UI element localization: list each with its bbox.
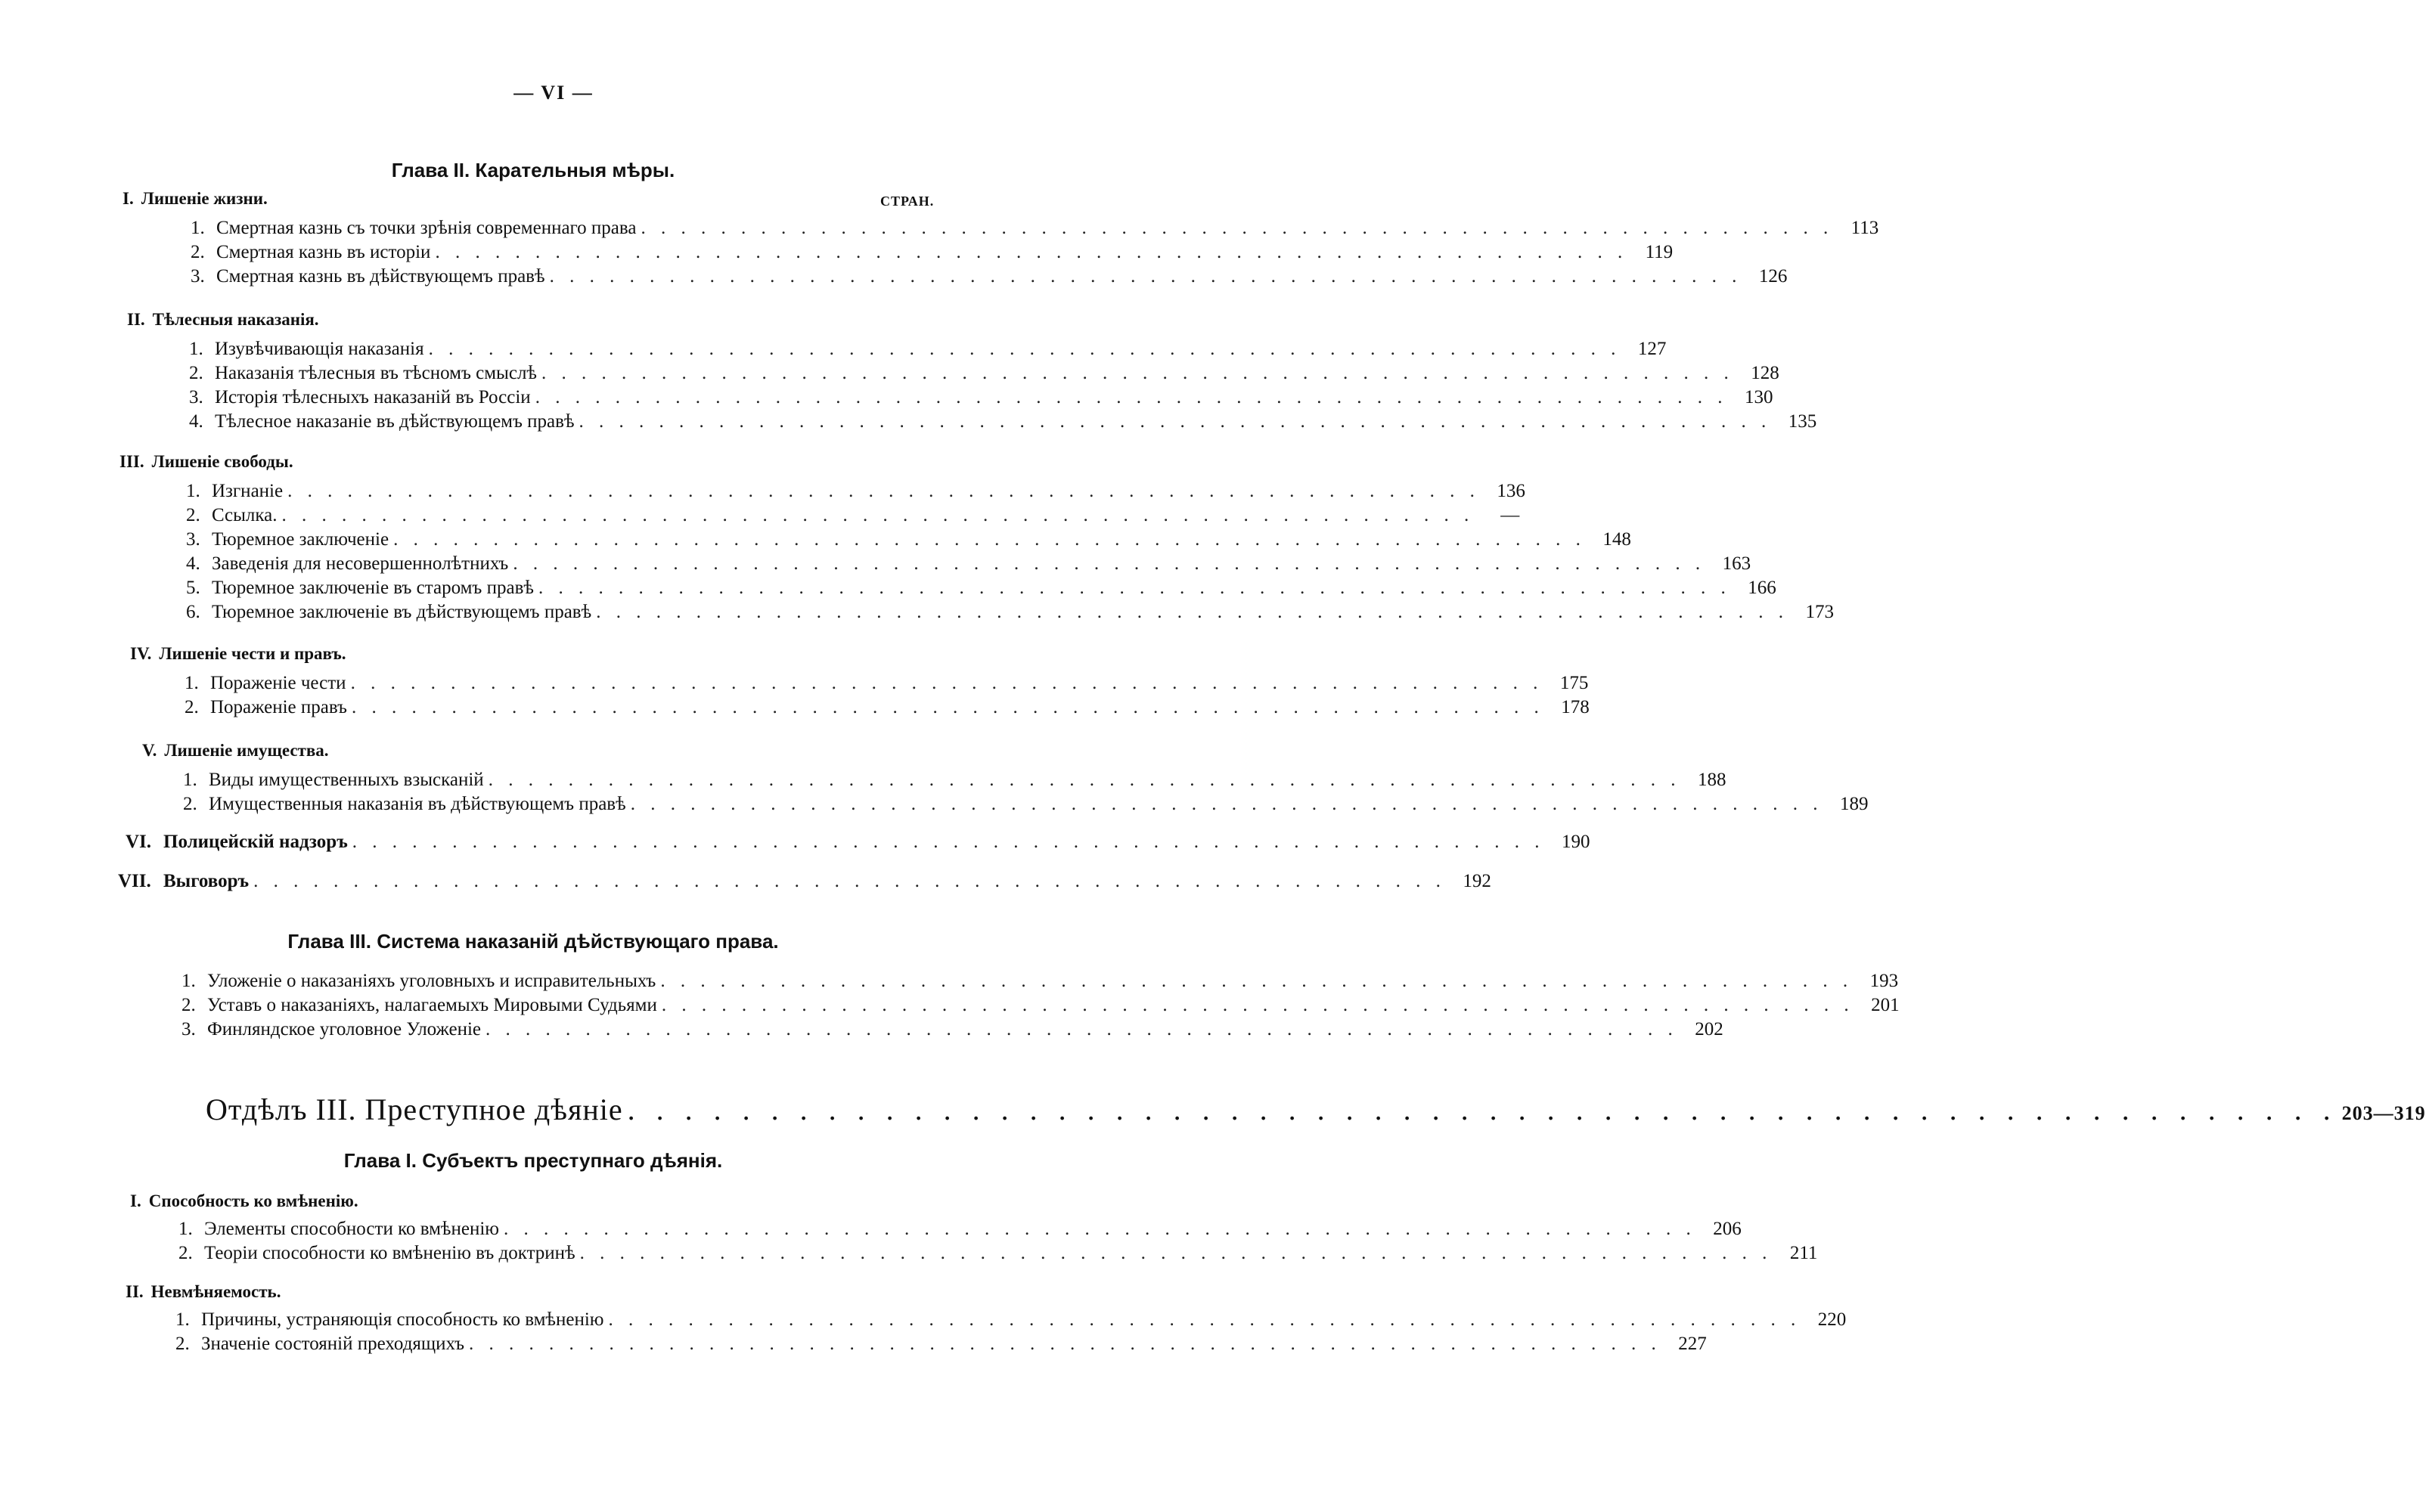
entry-title: Тюремное заключеніе въ дѣйствующемъ правѣ [212, 602, 592, 622]
part-pages: 203—319 [2341, 1102, 2426, 1124]
entry-title: Смертная казнь въ исторіи [216, 242, 431, 262]
toc-entry [183, 768, 1726, 792]
section-number: I. [123, 189, 134, 208]
entry-number: 2. [189, 363, 203, 383]
entry-title: Выговоръ [163, 871, 250, 891]
entry-title: Смертная казнь съ точки зрѣнія современнаго права [216, 218, 637, 238]
entry-page: 148 [1602, 529, 1631, 550]
entry-page: 136 [1497, 481, 1525, 501]
part-title: Отдѣлъ III. Преступное дѣяніе [206, 1092, 623, 1126]
toc-entry [189, 337, 1667, 361]
entry-number: 3. [181, 1019, 196, 1040]
toc-group [175, 1308, 1847, 1356]
dot-leader: . . . . . . . . . . . . . . . . . . . . . . . . . . . . . . . . . . . . . . . . . . . . . . . . . . . . . . . . . . . . [641, 218, 1834, 238]
entry-number: 2. [178, 1243, 193, 1263]
entry-page: 175 [1559, 673, 1589, 693]
dot-leader: . . . . . . . . . . . . . . . . . . . . . . . . . . . . . . . . . . . . . . . . . . . . . . . . . . . . . . . . . . . . [538, 578, 1731, 598]
section-title: Способность ко вмѣненію. [148, 1191, 358, 1210]
entry-page: 113 [1851, 218, 1879, 238]
toc-entry [181, 969, 1899, 993]
entry-number: 1. [185, 673, 199, 693]
entry-page: 127 [1637, 339, 1667, 359]
entry-number: 3. [186, 529, 200, 550]
toc-group [178, 1217, 1818, 1266]
entry-page: 188 [1697, 770, 1726, 790]
toc-group [126, 830, 1590, 854]
dot-leader: . . . . . . . . . . . . . . . . . . . . . . . . . . . . . . . . . . . . . . . . . . . . . . . . . . . . . . . . . . . . [351, 697, 1544, 717]
section-title: Лишеніе чести и правъ. [159, 644, 346, 663]
entry-number: 1. [175, 1309, 190, 1330]
entry-title: Причины, устраняющія способность ко вмѣненію [201, 1309, 604, 1330]
entry-number: VI. [126, 832, 152, 852]
entry-title: Наказанія тѣлесныя въ тѣсномъ смыслѣ [215, 363, 537, 383]
section-number: III. [119, 452, 144, 471]
section-number: I. [130, 1191, 141, 1210]
entry-title: Имущественныя наказанія въ дѣйствующемъ правѣ [209, 794, 626, 814]
dot-leader: . . . . . . . . . . . . . . . . . . . . . . . . . . . . . . . . . . . . . . . . . . . . . . . . . . . . . . . . . . . . [488, 770, 1681, 790]
toc-entry [178, 1241, 1818, 1266]
dot-leader: . . . . . . . . . . . . . . . . . . . . . . . . . . . . . . . . . . . . . . . . . . . . . . . . . . . . . . . . . . . . [253, 871, 1446, 891]
part-heading [206, 1092, 2426, 1127]
chapter-title: Глава II. Карательныя мѣры. [391, 159, 675, 181]
section-heading [130, 1191, 358, 1211]
dot-leader: . . . . . . . . . . . . . . . . . . . . . . . . . . . . . . . . . . . . . . . . . . . . . . . . . . . . . . . . . . . . [549, 266, 1742, 287]
entry-title: Пораженіе правъ [210, 697, 347, 717]
entry-number: 6. [186, 602, 200, 622]
toc-group [189, 337, 1817, 434]
entry-number: 1. [191, 218, 205, 238]
dot-leader: . . . . . . . . . . . . . . . . . . . . . . . . . . . . . . . . . . . . . . . . . . . . . . . . . . . . . . . . . . . . [541, 363, 1734, 383]
entry-title: Элементы способности ко вмѣненію [204, 1219, 499, 1239]
section-title: Лишеніе имущества. [164, 741, 329, 760]
toc-group [185, 671, 1590, 720]
section-title: Тѣлесныя наказанія. [152, 310, 319, 329]
entry-title: Ссылка. [212, 505, 278, 525]
toc-entry [186, 600, 1834, 624]
entry-page: 163 [1722, 553, 1751, 574]
toc-entry [118, 869, 1491, 894]
toc-entry [183, 792, 1869, 816]
entry-number: 5. [186, 578, 200, 598]
entry-number: 1. [183, 770, 197, 790]
entry-title: Полицейскій надзоръ [163, 832, 348, 852]
entry-title: Финляндское уголовное Уложеніе [207, 1019, 482, 1040]
entry-number: 2. [183, 794, 197, 814]
toc-entry [191, 216, 1879, 240]
dot-leader: . . . . . . . . . . . . . . . . . . . . . . . . . . . . . . . . . . . . . . . . . . . . . . . . . . . . . . . . . . . . [630, 794, 1823, 814]
toc-entry [186, 552, 1751, 576]
entry-page: 211 [1789, 1243, 1818, 1263]
entry-title: Исторія тѣлесныхъ наказаній въ Россіи [215, 387, 531, 407]
dot-leader: . . . . . . . . . . . . . . . . . . . . . . . . . . . . . . . . . . . . . . . . . . . . . . . . . . . . . . . . . . . . [352, 832, 1545, 852]
toc-entry [181, 1018, 1723, 1042]
entry-page: 201 [1871, 995, 1900, 1015]
toc-entry [186, 576, 1776, 600]
dot-leader: . . . . . . . . . . . . . . . . . . . . . . . . . . . . . . . . . . . . . . . . . . . . . . . . . . . . . . . . . . . . [469, 1334, 1661, 1354]
dot-leader: . . . . . . . . . . . . . . . . . . . . . . . . . . . . . . . . . . . . . . . . . . . . . . . . . . . . . . . . . . . . [660, 971, 1854, 991]
section-title: Лишеніе свободы. [151, 452, 293, 471]
entry-number: 2. [186, 505, 200, 525]
entry-page: 202 [1695, 1019, 1723, 1040]
toc-entry [126, 830, 1590, 854]
entry-page: 126 [1758, 266, 1788, 287]
entry-number: 2. [185, 697, 199, 717]
dot-leader: . . . . . . . . . . . . . . . . . . . . . . . . . . . . . . . . . . . . . . . . . . . . . . . . . . . . . . . . . . . . [661, 995, 1854, 1015]
entry-title: Значеніе состояній преходящихъ [201, 1334, 465, 1354]
chapter-title: Глава I. Субъектъ преступнаго дѣянія. [343, 1149, 723, 1172]
entry-number: 1. [181, 971, 196, 991]
toc-group [186, 479, 1834, 624]
entry-title: Теоріи способности ко вмѣненію въ доктринѣ [204, 1243, 575, 1263]
toc-entry [186, 528, 1631, 552]
toc-entry [178, 1217, 1742, 1241]
toc-group [191, 216, 1879, 289]
entry-number: 3. [191, 266, 205, 287]
section-heading [142, 741, 329, 761]
section-number: II. [127, 310, 145, 329]
entry-page: 173 [1805, 602, 1834, 622]
dot-leader: . . . . . . . . . . . . . . . . . . . . . . . . . . . . . . . . . . . . . . . . . . . . . . . . . . . . . . . . . . . . [608, 1309, 1801, 1330]
entry-number: 2. [191, 242, 205, 262]
entry-page: 206 [1713, 1219, 1742, 1239]
toc-entry [191, 265, 1788, 289]
dot-leader: . . . . . . . . . . . . . . . . . . . . . . . . . . . . . . . . . . . . . . . . . . . . . . . . . . . . . . . . . . . . [350, 673, 1543, 693]
toc-entry [186, 503, 1520, 528]
toc-group [183, 768, 1869, 816]
section-heading [126, 1282, 281, 1302]
entry-title: Изгнаніе [212, 481, 284, 501]
section-heading [119, 452, 293, 472]
toc-entry [189, 410, 1817, 434]
entry-page: 192 [1463, 871, 1491, 891]
entry-number: 4. [189, 411, 203, 432]
dot-leader: . . . . . . . . . . . . . . . . . . . . . . . . . . . . . . . . . . . . . . . . . . . . . . . . . . . . . . . . . . . . [287, 481, 1480, 501]
dot-leader: . . . . . . . . . . . . . . . . . . . . . . . . . . . . . . . . . . . . . . . . . . . . . . . . . . . . . . . . . . . . [435, 242, 1628, 262]
toc-entry [189, 386, 1773, 410]
entry-title: Уставъ о наказаніяхъ, налагаемыхъ Мировыми Судьями [207, 995, 657, 1015]
entry-title: Смертная казнь въ дѣйствующемъ правѣ [216, 266, 545, 287]
section-heading [123, 189, 268, 209]
entry-page: 189 [1839, 794, 1869, 814]
toc-entry [185, 671, 1589, 696]
entry-page: — [1500, 505, 1520, 525]
entry-page: 166 [1748, 578, 1776, 598]
entry-page: 135 [1788, 411, 1817, 432]
toc-entry [175, 1308, 1847, 1332]
toc-entry [189, 361, 1779, 386]
dot-leader: . . . . . . . . . . . . . . . . . . . . . . . . . . . . . . . . . . . . . . . . . . . . . . . . . . . . . . . . . . . . [596, 602, 1788, 622]
dot-leader: . . . . . . . . . . . . . . . . . . . . . . . . . . . . . . . . . . . . . . . . . . . . . . . . . . . . . . . . . . . . [627, 1092, 2338, 1126]
entry-page: 128 [1751, 363, 1779, 383]
dot-leader: . . . . . . . . . . . . . . . . . . . . . . . . . . . . . . . . . . . . . . . . . . . . . . . . . . . . . . . . . . . . [393, 529, 1586, 550]
entry-page: 178 [1561, 697, 1590, 717]
entry-title: Пораженіе чести [210, 673, 346, 693]
entry-title: Тюремное заключеніе въ старомъ правѣ [212, 578, 534, 598]
entry-title: Тѣлесное наказаніе въ дѣйствующемъ правѣ [215, 411, 575, 432]
toc-entry [186, 479, 1525, 503]
entry-number: 3. [189, 387, 203, 407]
entry-number: 1. [178, 1219, 193, 1239]
entry-page: 193 [1869, 971, 1899, 991]
dot-leader: . . . . . . . . . . . . . . . . . . . . . . . . . . . . . . . . . . . . . . . . . . . . . . . . . . . . . . . . . . . . [428, 339, 1621, 359]
toc-entry [175, 1332, 1707, 1356]
entry-page: 190 [1562, 832, 1590, 852]
chapter-title: Глава III. Система наказаній дѣйствующаго права. [287, 930, 779, 953]
section-number: IV. [130, 644, 152, 663]
entry-number: 1. [186, 481, 200, 501]
entry-title: Тюремное заключеніе [212, 529, 389, 550]
entry-number: 2. [175, 1334, 190, 1354]
entry-number: 2. [181, 995, 196, 1015]
dot-leader: . . . . . . . . . . . . . . . . . . . . . . . . . . . . . . . . . . . . . . . . . . . . . . . . . . . . . . . . . . . . [535, 387, 1728, 407]
entry-title: Заведенія для несовершеннолѣтнихъ [212, 553, 509, 574]
dot-leader: . . . . . . . . . . . . . . . . . . . . . . . . . . . . . . . . . . . . . . . . . . . . . . . . . . . . . . . . . . . . [579, 411, 1772, 432]
pages-column-label: СТРАН. [880, 194, 935, 209]
entry-number: VII. [118, 871, 151, 891]
toc-entry [191, 240, 1674, 265]
section-heading [127, 310, 319, 330]
page-number: — VI — [513, 82, 594, 104]
toc-group [181, 969, 1900, 1042]
entry-number: 4. [186, 553, 200, 574]
dot-leader: . . . . . . . . . . . . . . . . . . . . . . . . . . . . . . . . . . . . . . . . . . . . . . . . . . . . . . . . . . . . [579, 1243, 1773, 1263]
section-number: II. [126, 1282, 144, 1301]
toc-group [118, 869, 1491, 894]
toc-entry [185, 696, 1590, 720]
section-number: V. [142, 741, 157, 760]
section-heading [130, 644, 346, 664]
entry-page: 220 [1817, 1309, 1847, 1330]
entry-title: Изувѣчивающія наказанія [215, 339, 424, 359]
entry-page: 227 [1678, 1334, 1707, 1354]
section-title: Невмѣняемость. [150, 1282, 281, 1301]
entry-number: 1. [189, 339, 203, 359]
dot-leader: . . . . . . . . . . . . . . . . . . . . . . . . . . . . . . . . . . . . . . . . . . . . . . . . . . . . . . . . . . . . [503, 1219, 1696, 1239]
section-title: Лишеніе жизни. [141, 189, 268, 208]
entry-page: 130 [1744, 387, 1773, 407]
entry-page: 119 [1645, 242, 1674, 262]
toc-entry [181, 993, 1900, 1018]
entry-title: Уложеніе о наказаніяхъ уголовныхъ и исправительныхъ [207, 971, 656, 991]
entry-title: Виды имущественныхъ взысканій [209, 770, 484, 790]
dot-leader: . . . . . . . . . . . . . . . . . . . . . . . . . . . . . . . . . . . . . . . . . . . . . . . . . . . . . . . . . . . . [486, 1019, 1678, 1040]
dot-leader: . . . . . . . . . . . . . . . . . . . . . . . . . . . . . . . . . . . . . . . . . . . . . . . . . . . . . . . . . . . . [513, 553, 1706, 574]
dot-leader: . . . . . . . . . . . . . . . . . . . . . . . . . . . . . . . . . . . . . . . . . . . . . . . . . . . . . . . . . . . . [281, 505, 1475, 525]
